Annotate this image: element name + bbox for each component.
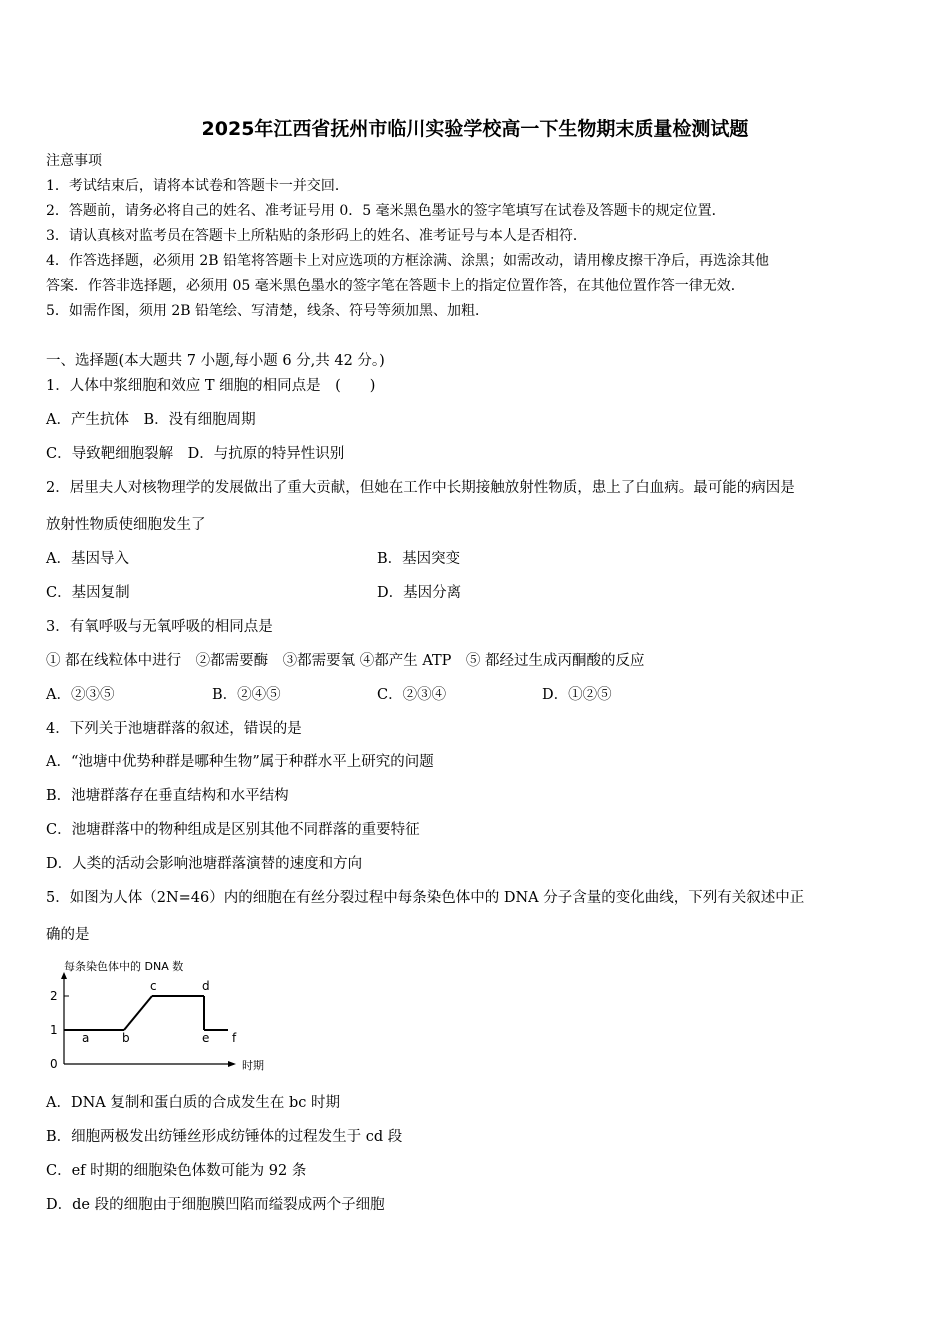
notice-item: 1．考试结束后，请将本试卷和答题卡一并交回． [46, 178, 349, 194]
notice-item: 2．答题前，请务必将自己的姓名、准考证号用 0．5 毫米黑色墨水的签字笔填写在试卷及答题卡的规定位置． [46, 203, 726, 219]
q3-option-c: C．②③④ [377, 687, 447, 703]
q5-option-a: A．DNA 复制和蛋白质的合成发生在 bc 时期 [46, 1095, 340, 1111]
q3-stem: 3．有氧呼吸与无氧呼吸的相同点是 [46, 619, 273, 635]
q1-options-ab: A．产生抗体 B．没有细胞周期 [46, 412, 256, 428]
q5-option-c: C．ef 时期的细胞染色体数可能为 92 条 [46, 1163, 307, 1179]
point-label-c: c [150, 979, 157, 993]
q5-stem: 5．如图为人体（2N=46）内的细胞在有丝分裂过程中每条染色体中的 DNA 分子含量的变化曲线，下列有关叙述中正 [46, 890, 805, 906]
q2-option-c: C．基因复制 [46, 585, 130, 601]
point-label-f: f [232, 1031, 237, 1045]
q3-option-a: A．②③⑤ [46, 687, 115, 703]
section-heading: 一、选择题(本大题共 7 小题,每小题 6 分,共 42 分。) [46, 353, 385, 369]
page-title: 2025年江西省抚州市临川实验学校高一下生物期末质量检测试题 [201, 118, 749, 140]
q2-option-b: B．基因突变 [377, 551, 461, 567]
q2-option-a: A．基因导入 [46, 551, 129, 567]
q2-stem-cont: 放射性物质使细胞发生了 [46, 517, 206, 533]
y-tick-label: 0 [50, 1057, 58, 1071]
chart-y-axis-label: 每条染色体中的 DNA 数 [64, 960, 184, 973]
q3-items: ① 都在线粒体中进行 ②都需要酶 ③都需要氧 ④都产生 ATP ⑤ 都经过生成丙酮酸的反应 [46, 653, 645, 669]
point-label-b: b [122, 1031, 130, 1045]
notice-item: 4．作答选择题，必须用 2B 铅笔将答题卡上对应选项的方框涂满、涂黑；如需改动，请用橡皮擦干净后，再选涂其他 [46, 253, 769, 269]
point-label-a: a [82, 1031, 90, 1045]
q5-stem-cont: 确的是 [46, 927, 90, 943]
notice-item: 5．如需作图，须用 2B 铅笔绘、写清楚，线条、符号等须加黑、加粗． [46, 303, 490, 319]
y-axis-arrow [61, 972, 67, 979]
q5-option-d: D．de 段的细胞由于细胞膜凹陷而缢裂成两个子细胞 [46, 1197, 385, 1213]
x-axis-arrow [228, 1061, 236, 1067]
notice-heading: 注意事项 [46, 153, 102, 169]
notice-item: 3．请认真核对监考员在答题卡上所粘贴的条形码上的姓名、准考证号与本人是否相符． [46, 228, 587, 244]
curve-segment [124, 996, 152, 1030]
q2-option-d: D．基因分离 [377, 585, 462, 601]
q4-stem: 4．下列关于池塘群落的叙述，错误的是 [46, 721, 302, 737]
notice-item: 答案．作答非选择题，必须用 05 毫米黑色墨水的签字笔在答题卡上的指定位置作答，在其他位置作答一律无效． [46, 278, 745, 294]
q4-option-b: B．池塘群落存在垂直结构和水平结构 [46, 788, 289, 804]
dna-content-chart [44, 954, 284, 1076]
q4-option-a: A．“池塘中优势种群是哪种生物”属于种群水平上研究的问题 [46, 754, 434, 770]
chart-x-axis-label: 时期 [242, 1059, 264, 1072]
q4-option-c: C．池塘群落中的物种组成是区别其他不同群落的重要特征 [46, 822, 420, 838]
q2-stem: 2．居里夫人对核物理学的发展做出了重大贡献，但她在工作中长期接触放射性物质，患上了白血病。最可能的病因是 [46, 480, 795, 496]
q1-stem: 1．人体中浆细胞和效应 T 细胞的相同点是 ( ) [46, 378, 376, 394]
y-tick-label: 2 [50, 989, 58, 1003]
q3-option-d: D．①②⑤ [542, 687, 612, 703]
y-tick-label: 1 [50, 1023, 58, 1037]
q1-options-cd: C．导致靶细胞裂解 D．与抗原的特异性识别 [46, 446, 345, 462]
q4-option-d: D．人类的活动会影响池塘群落演替的速度和方向 [46, 856, 363, 872]
q5-option-b: B．细胞两极发出纺锤丝形成纺锤体的过程发生于 cd 段 [46, 1129, 403, 1145]
point-label-d: d [202, 979, 210, 993]
point-label-e: e [202, 1031, 210, 1045]
q3-option-b: B．②④⑤ [212, 687, 281, 703]
